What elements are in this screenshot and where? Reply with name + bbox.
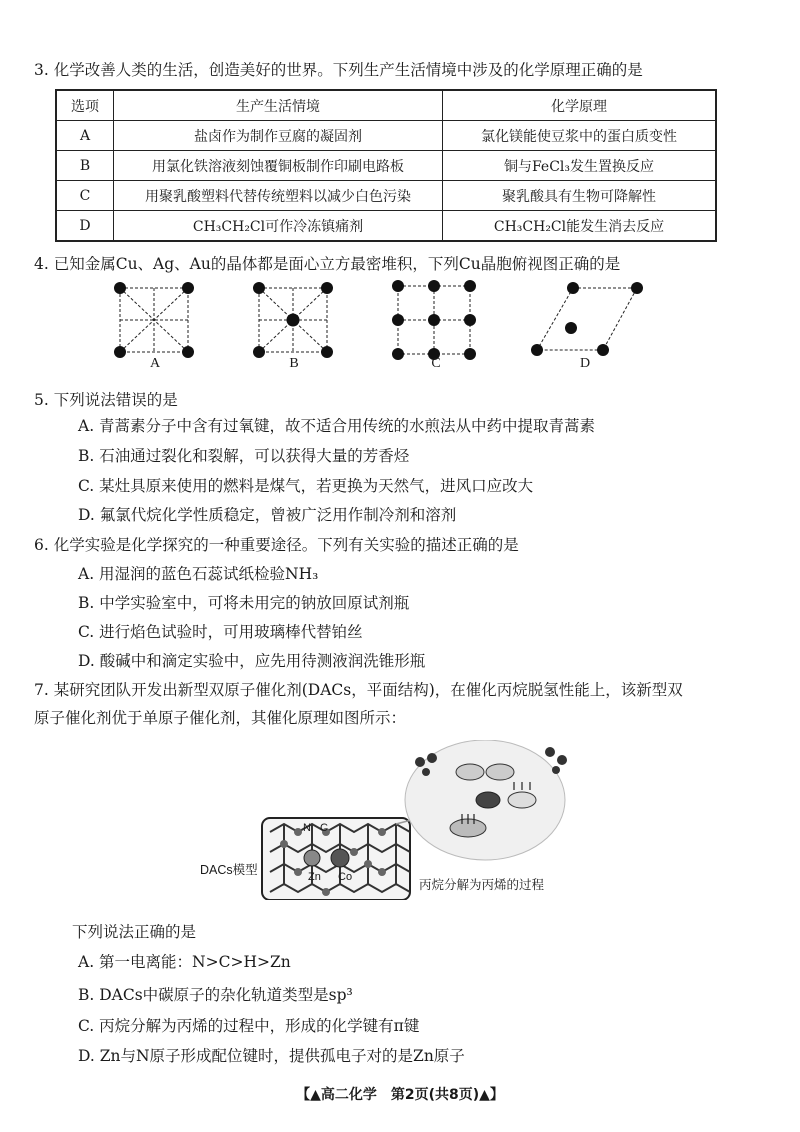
lattice-option-c <box>386 280 486 371</box>
process-label: 丙烷分解为丙烯的过程 <box>419 877 545 892</box>
table-header: 化学原理 <box>443 90 717 121</box>
q7-option-c: C. 丙烷分解为丙烯的过程中，形成的化学键有π键 <box>78 1017 420 1035</box>
table-cell: 用聚乳酸塑料代替传统塑料以减少白色污染 <box>114 181 443 211</box>
atom-label-co: Co <box>338 871 353 883</box>
table-cell: 聚乳酸具有生物可降解性 <box>443 181 717 211</box>
q5-stem: 5. 下列说法错误的是 <box>34 391 178 409</box>
table-header: 选项 <box>56 90 114 121</box>
q6-option-b: B. 中学实验室中，可将未用完的钠放回原试剂瓶 <box>78 594 410 612</box>
atom-label-n: N <box>303 822 311 834</box>
table-cell: C <box>56 181 114 211</box>
table-cell: 铜与FeCl₃发生置换反应 <box>443 151 717 181</box>
option-label: A <box>149 356 161 371</box>
q7-option-a: A. 第一电离能：N>C>H>Zn <box>78 953 291 971</box>
table-row <box>56 211 716 242</box>
q6-option-c: C. 进行焰色试验时，可用玻璃棒代替铂丝 <box>78 623 363 641</box>
q7-stem-line1: 7. 某研究团队开发出新型双原子催化剂(DACs，平面结构)，在催化丙烷脱氢性能上，该新型双 <box>34 681 683 699</box>
q6-option-d: D. 酸碱中和滴定实验中，应先用待测液润洗锥形瓶 <box>78 652 426 670</box>
lattice-c-diagram <box>386 280 486 360</box>
option-label: D <box>579 356 591 371</box>
table-row <box>56 181 716 211</box>
atom-label-zn: Zn <box>308 871 321 883</box>
lattice-option-b <box>244 280 344 371</box>
q5-option-a: A. 青蒿素分子中含有过氧键，故不适合用传统的水煎法从中药中提取青蒿素 <box>78 417 596 435</box>
table-cell: CH₃CH₂Cl能发生消去反应 <box>443 211 717 242</box>
option-label: C <box>431 356 441 371</box>
table-cell: B <box>56 151 114 181</box>
table-header: 生产生活情境 <box>114 90 443 121</box>
q5-option-c: C. 某灶具原来使用的燃料是煤气，若更换为天然气，进风口应改大 <box>78 477 534 495</box>
table-cell: A <box>56 121 114 151</box>
q3-stem: 3. 化学改善人类的生活，创造美好的世界。下列生产生活情境中涉及的化学原理正确的是 <box>34 61 643 79</box>
atom-label-c: C <box>320 822 328 834</box>
lattice-b-diagram <box>244 280 344 360</box>
page-footer: 【▲高二化学 第2页(共8页)▲】 <box>296 1087 504 1103</box>
q7-stem-line2: 原子催化剂优于单原子催化剂，其催化原理如图所示： <box>34 709 407 727</box>
table-cell: 氯化镁能使豆浆中的蛋白质变性 <box>443 121 717 151</box>
q3-table <box>55 89 717 242</box>
option-label: B <box>289 356 299 371</box>
q7-prompt: 下列说法正确的是 <box>72 923 197 941</box>
table-row <box>56 121 716 151</box>
q5-option-b: B. 石油通过裂化和裂解，可以获得大量的芳香烃 <box>78 447 410 465</box>
lattice-option-d <box>525 280 645 371</box>
lattice-a-diagram <box>105 280 205 360</box>
lattice-d-diagram <box>525 280 645 360</box>
q7-option-b: B. DACs中碳原子的杂化轨道类型是sp³ <box>78 986 353 1004</box>
q7-option-d: D. Zn与N原子形成配位键时，提供孤电子对的是Zn原子 <box>78 1047 465 1065</box>
table-header-row <box>56 90 716 121</box>
dacs-model-label: DACs模型 <box>200 863 258 877</box>
table-cell: 用氯化铁溶液刻蚀覆铜板制作印刷电路板 <box>114 151 443 181</box>
table-row <box>56 151 716 181</box>
lattice-option-a <box>105 280 205 371</box>
q6-stem: 6. 化学实验是化学探究的一种重要途径。下列有关实验的描述正确的是 <box>34 536 519 554</box>
table-cell: CH₃CH₂Cl可作冷冻镇痛剂 <box>114 211 443 242</box>
table-cell: D <box>56 211 114 242</box>
q5-option-d: D. 氟氯代烷化学性质稳定，曾被广泛用作制冷剂和溶剂 <box>78 506 457 524</box>
q4-stem: 4. 已知金属Cu、Ag、Au的晶体都是面心立方最密堆积，下列Cu晶胞俯视图正确的是 <box>34 255 621 273</box>
table-cell: 盐卤作为制作豆腐的凝固剂 <box>114 121 443 151</box>
q6-option-a: A. 用湿润的蓝色石蕊试纸检验NH₃ <box>78 565 319 583</box>
